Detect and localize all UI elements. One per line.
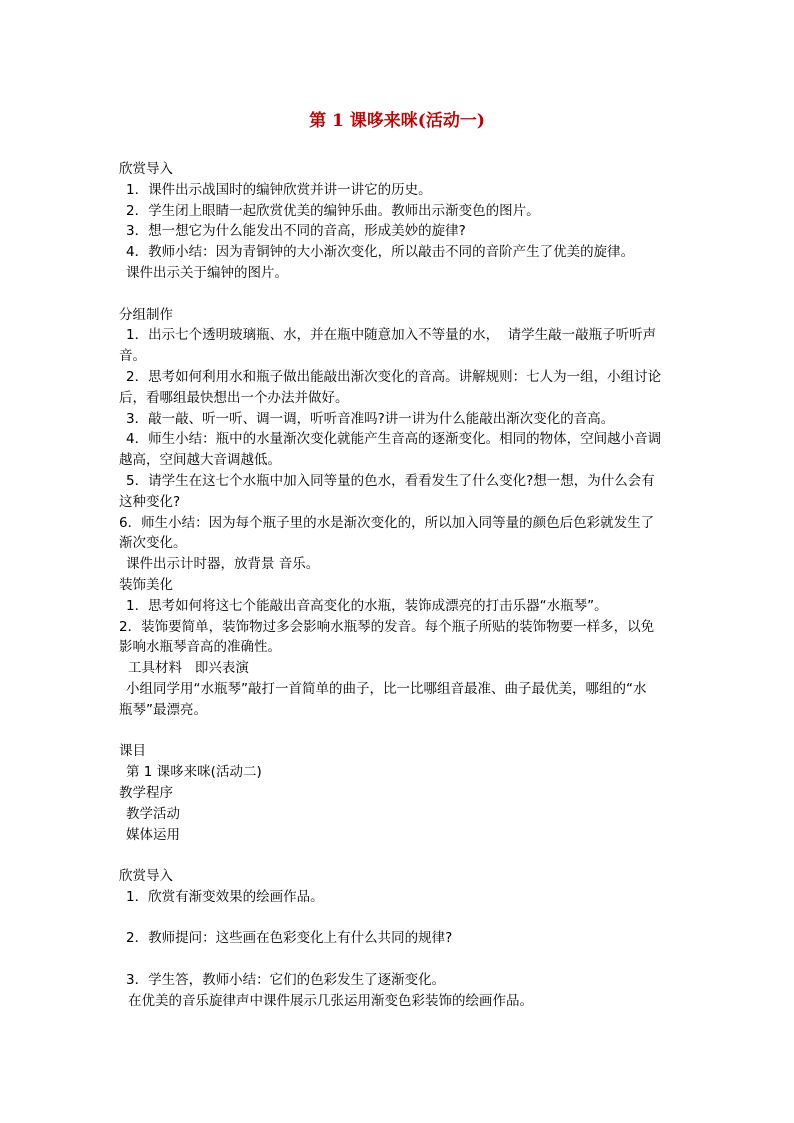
paragraph: 课件出示计时器，放背景 音乐。 — [126, 556, 320, 573]
paragraph: 工具材料 即兴表演 — [128, 660, 249, 677]
section-heading: 欣赏导入 — [119, 868, 173, 885]
paragraph-continued: 瓶琴”最漂亮。 — [119, 701, 207, 718]
section-heading: 装饰美化 — [119, 576, 173, 593]
list-item: 2．思考如何利用水和瓶子做出能敲出渐次变化的音高。讲解规则：七人为一组，小组讨论 — [126, 368, 662, 385]
list-item: 1．思考如何将这七个能敲出音高变化的水瓶，装饰成漂亮的打击乐器“水瓶琴”。 — [126, 597, 608, 614]
paragraph: 课件出示关于编钟的图片。 — [126, 264, 288, 281]
list-item: 2．教师提问：这些画在色彩变化上有什么共同的规律? — [126, 930, 453, 947]
list-item: 3．敲一敲、听一听、调一调，听听音准吗?讲一讲为什么能敲出渐次变化的音高。 — [126, 410, 615, 427]
list-item: 5．请学生在这七个水瓶中加入同等量的色水，看看发生了什么变化?想一想，为什么会有 — [126, 472, 655, 489]
list-item-continued: 越高，空间越大音调越低。 — [119, 452, 281, 469]
spacer — [119, 284, 679, 305]
list-item-continued: 音。 — [119, 348, 146, 365]
list-item: 6．师生小结：因为每个瓶子里的水是渐次变化的，所以加入同等量的颜色后色彩就发生了 — [119, 514, 655, 531]
page-title: 第 1 课哆来咪(活动一) — [309, 111, 485, 131]
spacer — [119, 845, 679, 866]
paragraph: 教学程序 — [119, 784, 173, 801]
paragraph: 媒体运用 — [126, 826, 180, 843]
list-item-continued: 影响水瓶琴音高的准确性。 — [119, 639, 281, 656]
spacer — [119, 908, 679, 929]
list-item-continued: 这种变化? — [119, 493, 181, 510]
list-item-continued: 渐次变化。 — [119, 535, 187, 552]
list-item: 2．装饰要简单，装饰物过多会影响水瓶琴的发音。每个瓶子所贴的装饰物要一样多，以免 — [119, 618, 655, 635]
list-item: 1．课件出示战国时的编钟欣赏并讲一讲它的历史。 — [126, 181, 432, 198]
paragraph: 教学活动 — [126, 805, 180, 822]
paragraph: 小组同学用“水瓶琴”敲打一首简单的曲子，比一比哪组音最准、曲子最优美，哪组的“水 — [126, 680, 647, 697]
list-item: 3．想一想它为什么能发出不同的音高，形成美妙的旋律? — [126, 223, 466, 240]
list-item: 3．学生答，教师小结：它们的色彩发生了逐渐变化。 — [126, 972, 446, 989]
list-item: 2．学生闭上眼睛一起欣赏优美的编钟乐曲。教师出示渐变色的图片。 — [126, 202, 540, 219]
section-heading: 课目 — [119, 743, 146, 760]
spacer — [119, 949, 679, 970]
spacer — [119, 721, 679, 742]
list-item-continued: 后，看哪组最快想出一个办法并做好。 — [119, 389, 349, 406]
list-item: 4．教师小结：因为青铜钟的大小渐次变化，所以敲击不同的音阶产生了优美的旋律。 — [126, 244, 635, 261]
paragraph: 在优美的音乐旋律声中课件展示几张运用渐变色彩装饰的绘画作品。 — [128, 992, 533, 1009]
section-heading: 分组制作 — [119, 306, 173, 323]
document-body — [119, 159, 679, 1012]
list-item: 1．出示七个透明玻璃瓶、水，并在瓶中随意加入不等量的水， 请学生敲一敲瓶子听听声 — [126, 327, 657, 344]
list-item: 4．师生小结：瓶中的水量渐次变化就能产生音高的逐渐变化。相同的物体，空间越小音调 — [126, 431, 662, 448]
section-heading: 欣赏导入 — [119, 161, 173, 177]
paragraph: 第 1 课哆来咪(活动二) — [126, 764, 262, 781]
list-item: 1．欣赏有渐变效果的绘画作品。 — [126, 888, 324, 905]
